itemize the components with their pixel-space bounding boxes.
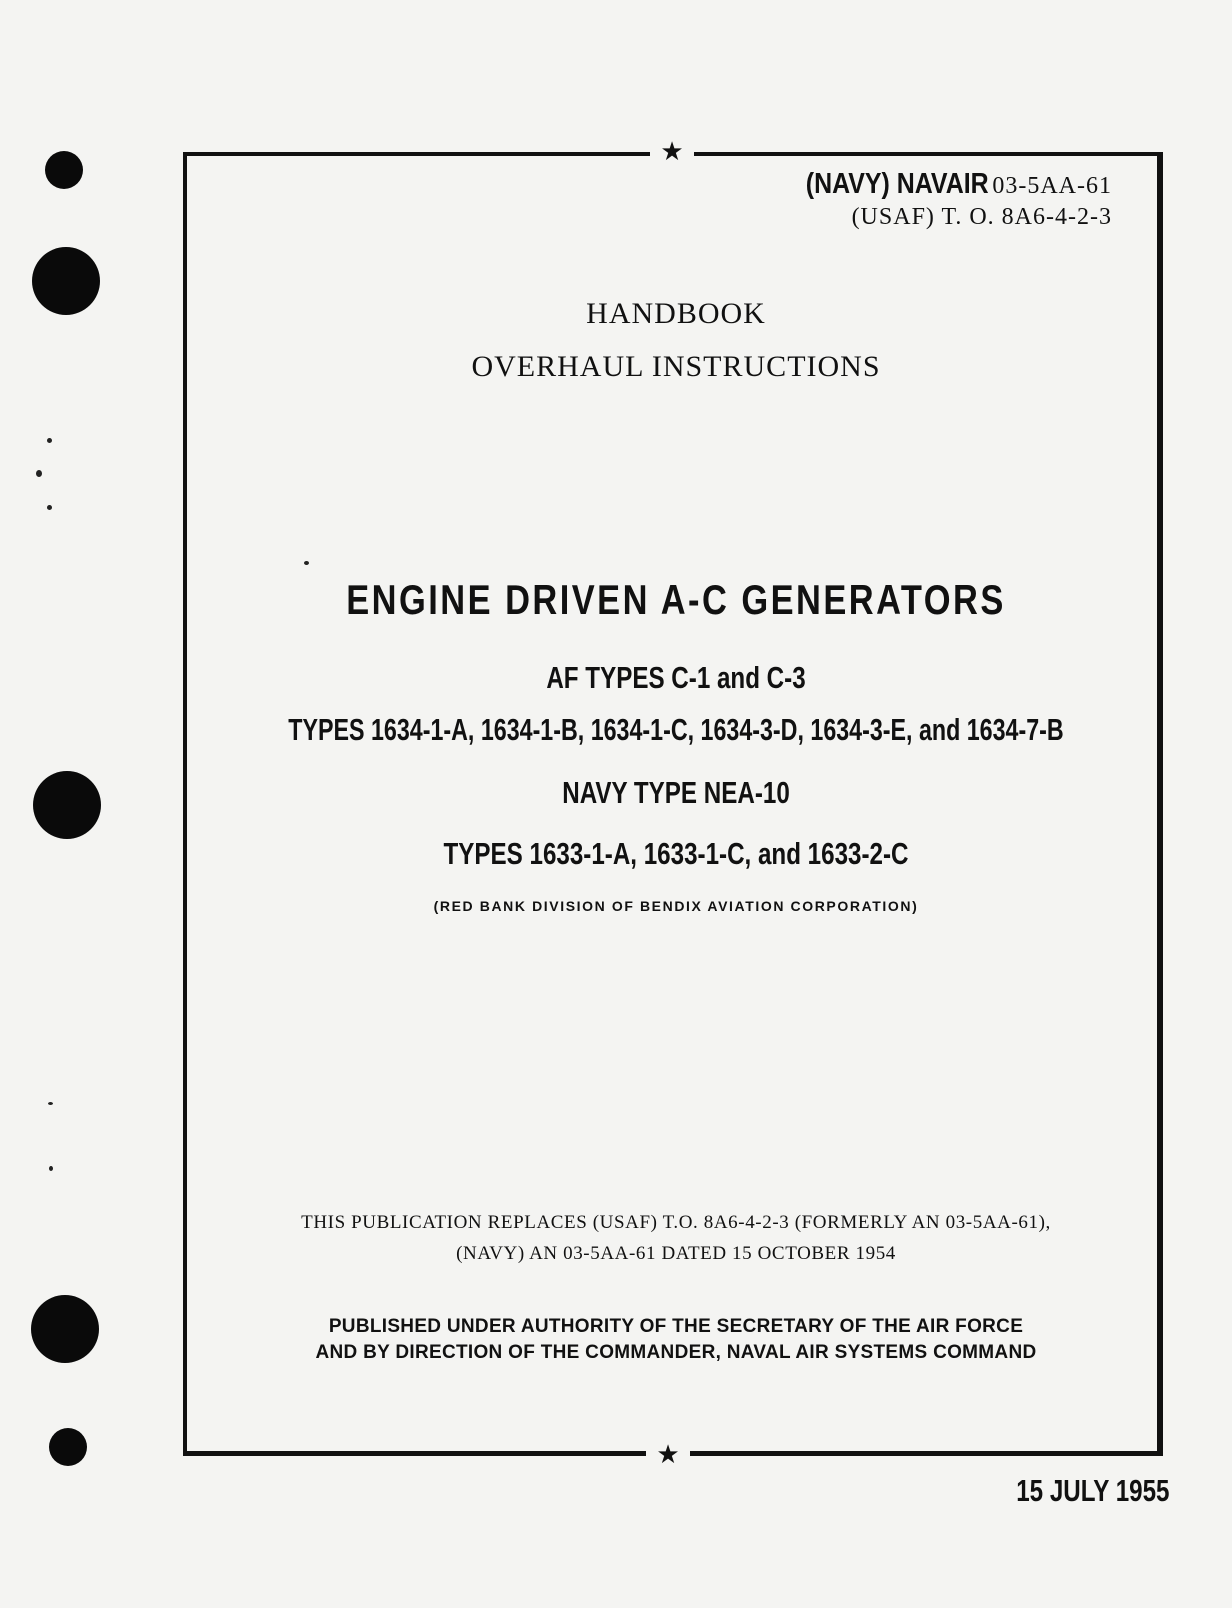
types-1634: TYPES 1634-1-A, 1634-1-B, 1634-1-C, 1634-3-D, 1634-3-E, and 1634-7-B: [288, 712, 1064, 747]
af-types: AF TYPES C-1 and C-3: [546, 660, 806, 695]
replaces-line-2: (NAVY) AN 03-5AA-61 DATED 15 OCTOBER 1954: [456, 1243, 896, 1264]
speck: [36, 470, 42, 477]
overhaul-instructions-heading: OVERHAUL INSTRUCTIONS: [471, 350, 881, 383]
navy-number: 03-5AA-61: [992, 173, 1112, 199]
speck: [47, 438, 52, 443]
speck: [49, 1166, 53, 1171]
manufacturer: (RED BANK DIVISION OF BENDIX AVIATION CORPORATION): [433, 898, 919, 914]
navy-type: NAVY TYPE NEA-10: [562, 775, 790, 810]
authority-line-2: AND BY DIRECTION OF THE COMMANDER, NAVAL AIR SYSTEMS COMMAND: [315, 1342, 1037, 1363]
speck: [47, 505, 52, 510]
navy-publication-number: [776, 168, 1112, 201]
publication-date: 15 JULY 1955: [1016, 1473, 1170, 1508]
top-star-icon: ★: [650, 139, 694, 165]
binder-hole-3: [33, 771, 101, 839]
navy-prefix: (NAVY) NAVAIR: [805, 168, 989, 200]
types-1633: TYPES 1633-1-A, 1633-1-C, and 1633-2-C: [443, 836, 909, 871]
handbook-heading: HANDBOOK: [586, 297, 766, 330]
bottom-star-icon: ★: [646, 1442, 690, 1468]
replaces-line-1: THIS PUBLICATION REPLACES (USAF) T.O. 8A6-4-2-3 (FORMERLY AN 03-5AA-61),: [301, 1212, 1051, 1233]
main-title: ENGINE DRIVEN A-C GENERATORS: [346, 576, 1006, 623]
authority-line-1: PUBLISHED UNDER AUTHORITY OF THE SECRETARY OF THE AIR FORCE: [328, 1316, 1024, 1337]
usaf-line: (USAF) T. O. 8A6-4-2-3: [851, 204, 1112, 230]
binder-hole-1: [45, 151, 83, 189]
speck: [48, 1102, 53, 1105]
binder-hole-5: [49, 1428, 87, 1466]
usaf-publication-number: [852, 204, 1112, 231]
